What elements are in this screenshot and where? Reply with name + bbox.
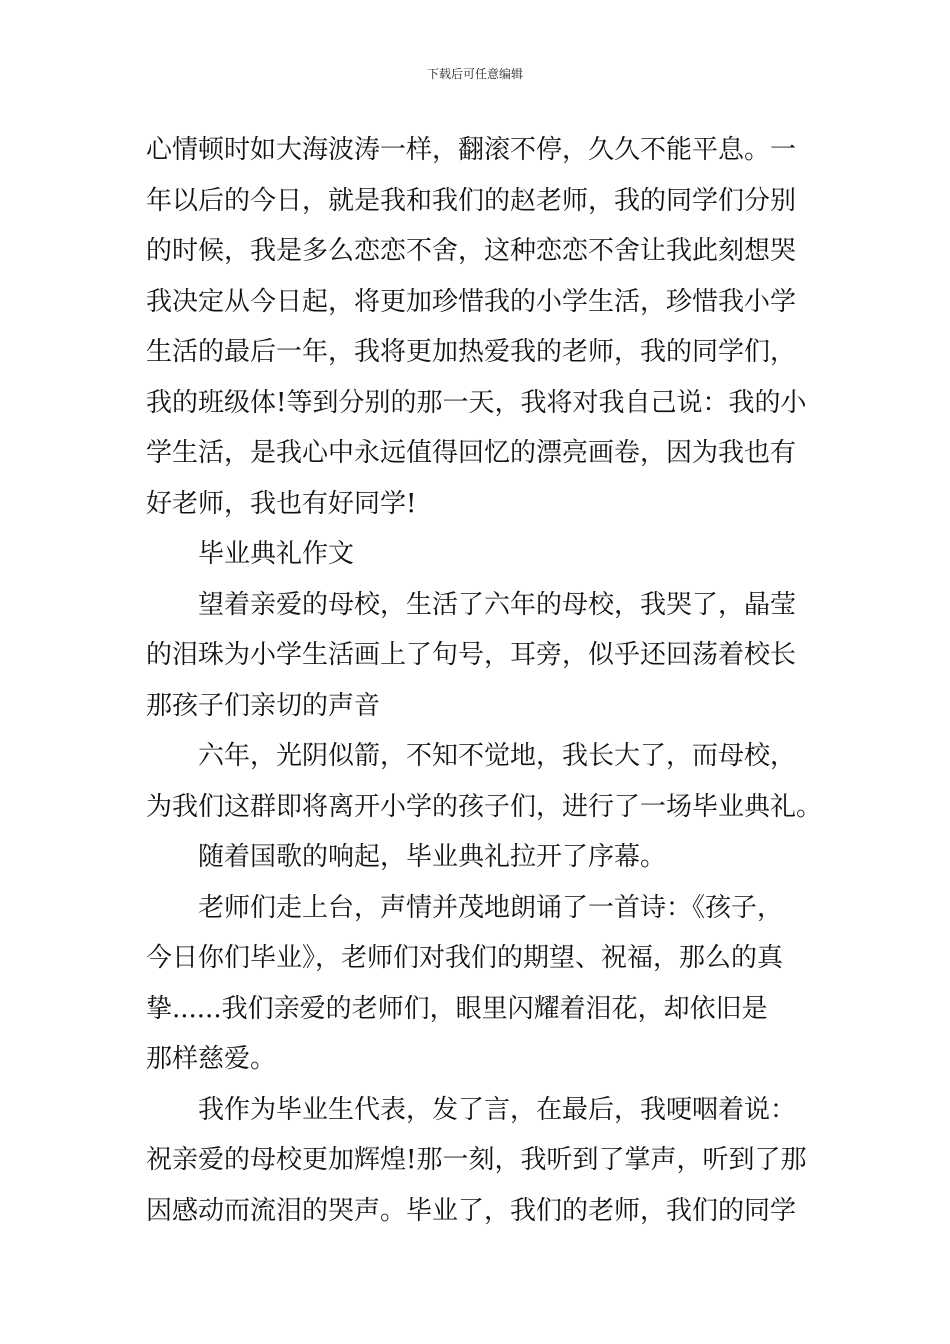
paragraph-start: 我作为毕业生代表，发了言，在最后，我哽咽着说：	[198, 1094, 797, 1125]
paragraph-start: 随着国歌的响起，毕业典礼拉开了序幕。	[198, 842, 667, 872]
paragraph-start: 老师们走上台，声情并茂地朗诵了一首诗：《孩子，	[198, 892, 784, 923]
text-line: 的泪珠为小学生活画上了句号，耳旁，似乎还回荡着校长	[146, 640, 797, 670]
text-line: 心情顿时如大海波涛一样，翻滚不停，久久不能平息。一	[146, 135, 797, 165]
text-line: 为我们这群即将离开小学的孩子们，进行了一场毕业典礼。	[146, 791, 823, 822]
text-line: 今日你们毕业》，老师们对我们的期望、祝福，那么的真	[146, 943, 784, 973]
text-line: 学生活，是我心中永远值得回忆的漂亮画卷，因为我也有	[146, 438, 797, 468]
section-title: 毕业典礼作文	[198, 539, 355, 569]
text-line: 我决定从今日起，将更加珍惜我的小学生活，珍惜我小学	[146, 286, 797, 317]
text-line: 年以后的今日，就是我和我们的赵老师，我的同学们分别	[146, 185, 797, 216]
text-line: 我的班级体!等到分别的那一天，我将对我自己说：我的小	[146, 387, 807, 418]
paragraph-start: 望着亲爱的母校，生活了六年的母校，我哭了，晶莹	[198, 589, 797, 620]
text-line: 挚......我们亲爱的老师们，眼里闪耀着泪花，却依旧是	[146, 993, 768, 1024]
text-line: 祝亲爱的母校更加辉煌!那一刻，我听到了掌声，听到了那	[146, 1145, 807, 1175]
document-body	[146, 125, 826, 1236]
paragraph-start: 六年，光阴似箭，不知不觉地，我长大了，而母校，	[198, 741, 797, 771]
text-line: 好老师，我也有好同学!	[146, 488, 417, 519]
page-header-note: 下载后可任意编辑	[426, 67, 523, 81]
text-line: 因感动而流泪的哭声。毕业了，我们的老师，我们的同学	[146, 1195, 797, 1226]
text-line: 那样慈爱。	[146, 1044, 277, 1074]
text-line: 的时候，我是多么恋恋不舍，这种恋恋不舍让我此刻想哭	[146, 236, 797, 266]
text-line: 生活的最后一年，我将更加热爱我的老师，我的同学们，	[146, 337, 797, 367]
text-line: 那孩子们亲切的声音	[146, 690, 381, 721]
